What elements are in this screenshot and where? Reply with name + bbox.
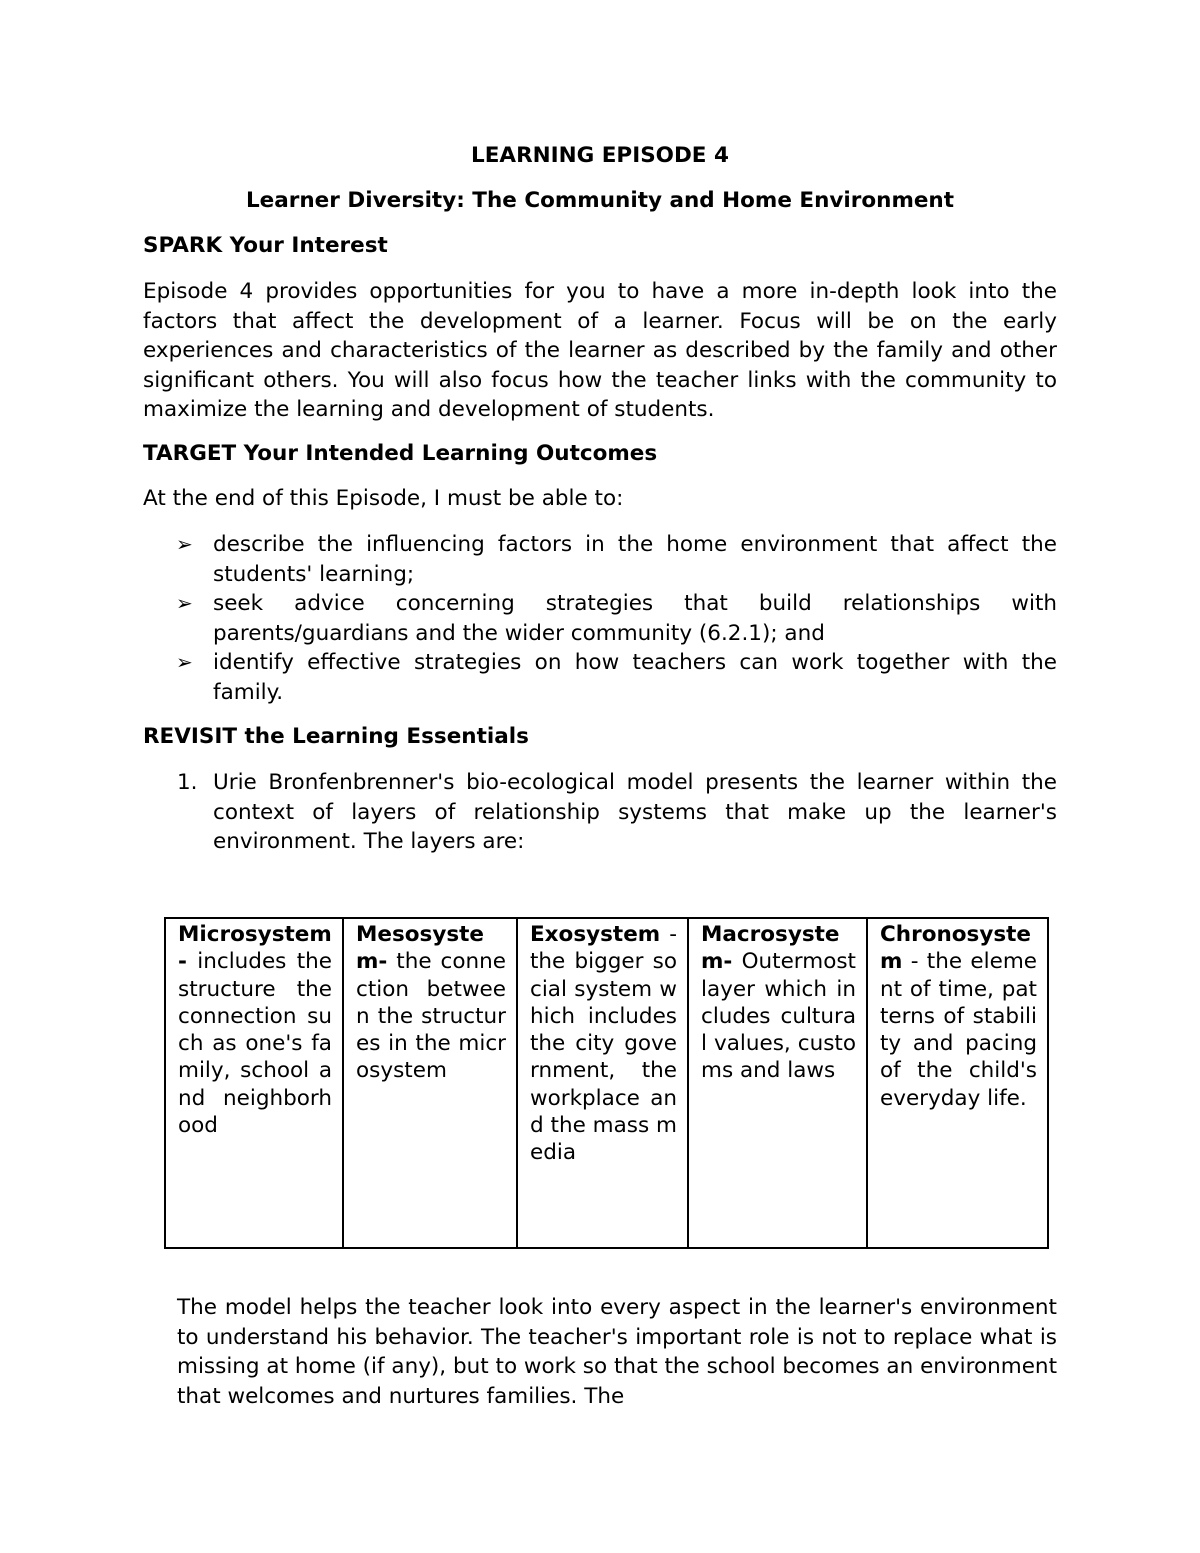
layer-description: - the element of time, patterns of stability and pacing of the child's everyday life. (880, 949, 1038, 1111)
list-number: 1. (177, 770, 198, 795)
outcome-item: identify effective strategies on how teachers can work together with the family. (213, 650, 1057, 705)
layer-description: Outermost layer which includes cultural values, customs and laws (701, 949, 856, 1084)
page-subtitle: Learner Diversity: The Community and Home Environment (245, 188, 955, 213)
bullet-arrow-icon: ➢ (176, 650, 193, 674)
layer-cell-macrosystem (688, 918, 867, 1248)
closing-paragraph: The model helps the teacher look into every aspect in the learner's environment to understand his behavior. The teacher's important role is not to replace what is missing at home (if any), but to work so that the school becomes an environment that welcomes and nurtures families. The (177, 1295, 1057, 1409)
revisit-heading: REVISIT the Learning Essentials (143, 724, 529, 749)
layer-description: the connection between the structures in the microsystem (356, 949, 506, 1084)
layer-term: Macrosystem- (701, 922, 840, 975)
layer-cell-microsystem (165, 918, 343, 1248)
bullet-arrow-icon: ➢ (176, 591, 193, 615)
outcome-item: seek advice concerning strategies that build relationships with parents/guardians and the wider community (6.2.1); and (213, 591, 1057, 646)
layer-description: includes the structure the connection such as one's family, school and neighborhood (178, 949, 332, 1139)
table-row (165, 918, 1048, 1248)
layer-cell-mesosystem (343, 918, 517, 1248)
ecological-layers-table (164, 917, 1049, 1249)
layer-cell-exosystem (517, 918, 688, 1248)
target-heading: TARGET Your Intended Learning Outcomes (143, 441, 658, 466)
target-intro: At the end of this Episode, I must be able to: (143, 486, 624, 511)
layer-description: - the bigger social system which includes the city government, the workplace and the mass media (530, 922, 677, 1166)
layer-term: Microsystem- (178, 922, 332, 975)
layer-term: Exosystem (530, 922, 661, 947)
spark-heading: SPARK Your Interest (143, 233, 388, 258)
outcome-item: describe the influencing factors in the home environment that affect the students' learning; (213, 532, 1057, 587)
bullet-arrow-icon: ➢ (176, 532, 193, 556)
layer-term: Mesosystem- (356, 922, 485, 975)
page-title: LEARNING EPISODE 4 (471, 143, 729, 168)
spark-paragraph: Episode 4 provides opportunities for you to have a more in-depth look into the factors that affect the development of a learner. Focus will be on the early experiences and characteristics of the learner as described by the family and other significant others. You will also focus how the teacher links with the community to maximize the learning and development of students. (143, 279, 1057, 423)
revisit-item-text: Urie Bronfenbrenner's bio-ecological model presents the learner within the context of layers of relationship systems that make up the learner's environment. The layers are: (213, 770, 1057, 855)
layer-cell-chronosystem (867, 918, 1048, 1248)
layer-term: Chronosystem (880, 922, 1032, 975)
